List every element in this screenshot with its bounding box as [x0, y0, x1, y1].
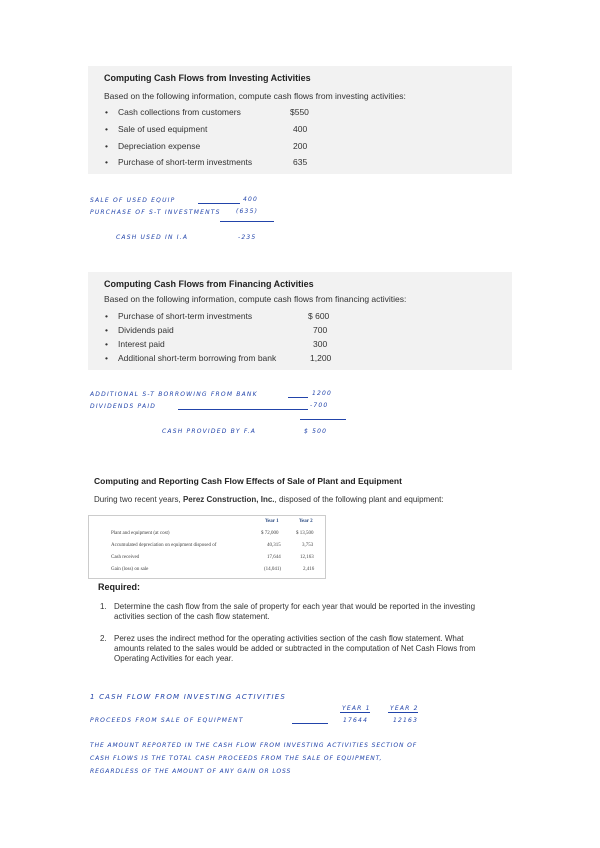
fin-note-line1-value: 1200 — [312, 390, 333, 397]
financing-item-4: • Additional short-term borrowing from bank — [118, 353, 276, 363]
requirement-1-number: 1. — [100, 602, 107, 611]
financing-value-1: $ 600 — [308, 311, 330, 321]
financing-value-2: 700 — [313, 325, 328, 335]
plant-intro-pre: During two recent years, — [94, 495, 183, 504]
financing-title: Computing Cash Flows from Financing Activities — [104, 279, 314, 289]
fin-note-arrow-2 — [178, 409, 308, 410]
inv-note-line1-value: 400 — [243, 196, 259, 203]
plant-note-year2: YEAR 2 — [390, 705, 419, 712]
fin-note-line2-value: -700 — [310, 402, 329, 409]
inv-note-arrow-1 — [198, 203, 240, 204]
table-cell: $ 13,500 — [296, 531, 314, 536]
financing-item-2: • Dividends paid — [118, 325, 174, 335]
plant-note-para-line1: THE AMOUNT REPORTED IN THE CASH FLOW FROM INVESTING ACTIVITIES SECTION OF — [90, 742, 418, 749]
plant-note-para-line2: CASH FLOWS IS THE TOTAL CASH PROCEEDS FROM THE SALE OF EQUIPMENT, — [90, 755, 383, 762]
financing-value-3: 300 — [313, 339, 328, 349]
fin-note-line1-label: ADDITIONAL S-T BORROWING FROM BANK — [90, 391, 258, 398]
investing-value-4: 635 — [293, 157, 308, 167]
table-header-year1: Year 1 — [265, 519, 279, 524]
plant-intro-post: , disposed of the following plant and equipment: — [274, 495, 444, 504]
table-cell: (14,041) — [264, 567, 282, 572]
investing-value-1: $550 — [290, 107, 309, 117]
plant-intro — [94, 495, 444, 504]
disposal-table — [88, 515, 326, 579]
table-row-label: Cash received — [111, 555, 140, 560]
investing-item-3: • Depreciation expense — [118, 141, 200, 151]
requirement-1-text: Determine the cash flow from the sale of property for each year that would be reported in the investing activities section of the cash flow statement. — [114, 602, 476, 621]
investing-intro: Based on the following information, compute cash flows from investing activities: — [104, 91, 406, 101]
table-row-label: Plant and equipment (at cost) — [111, 531, 170, 536]
investing-item-1: • Cash collections from customers — [118, 107, 241, 117]
financing-value-4: 1,200 — [310, 353, 332, 363]
plant-note-arrow — [292, 723, 328, 724]
table-cell: $ 72,000 — [261, 531, 279, 536]
table-cell: 2,416 — [303, 567, 315, 572]
table-row-label: Accumulated depreciation on equipment disposed of — [111, 543, 217, 548]
table-cell: 17,644 — [267, 555, 281, 560]
plant-note-para-line3: REGARDLESS OF THE AMOUNT OF ANY GAIN OR LOSS — [90, 768, 292, 775]
plant-note-year1: YEAR 1 — [342, 705, 371, 712]
fin-note-result-label: CASH PROVIDED BY F.A — [162, 428, 257, 435]
fin-note-line2-label: DIVIDENDS PAID — [90, 403, 157, 410]
investing-value-3: 200 — [293, 141, 308, 151]
plant-note-year1-underline — [340, 712, 370, 713]
requirement-2-number: 2. — [100, 634, 107, 643]
investing-title: Computing Cash Flows from Investing Activities — [104, 73, 311, 83]
fin-note-result-value: $ 500 — [304, 428, 328, 435]
inv-note-line2-label: PURCHASE OF S-T INVESTMENTS — [90, 209, 221, 216]
table-cell: 3,753 — [302, 543, 314, 548]
plant-note-proceeds-y1: 17644 — [343, 717, 369, 724]
requirement-2-text: Perez uses the indirect method for the operating activities section of the cash flow statement. What amounts related to the sales would be added or subtracted in the computation of Net Cash Flows from Operating Activities for each year. — [114, 634, 476, 663]
table-cell: 40,315 — [267, 543, 281, 548]
fin-note-underline — [300, 419, 346, 420]
inv-note-line2-value: (635) — [236, 208, 259, 215]
plant-intro-company: Perez Construction, Inc. — [182, 495, 275, 504]
inv-note-result-value: -235 — [238, 234, 257, 241]
investing-value-2: 400 — [293, 124, 308, 134]
plant-note-year2-underline — [388, 712, 418, 713]
financing-item-1: • Purchase of short-term investments — [118, 311, 252, 321]
table-cell: 12,163 — [300, 555, 314, 560]
inv-note-line1-label: SALE OF USED EQUIP — [90, 197, 176, 204]
inv-note-underline — [220, 221, 274, 222]
investing-item-4: • Purchase of short-term investments — [118, 157, 252, 167]
financing-item-3: • Interest paid — [118, 339, 165, 349]
financing-intro: Based on the following information, compute cash flows from financing activities: — [104, 294, 407, 304]
plant-note-proceeds-label: PROCEEDS FROM SALE OF EQUIPMENT — [90, 717, 244, 724]
table-header-year2: Year 2 — [299, 519, 313, 524]
table-row-label: Gain (loss) on sale — [111, 567, 149, 572]
plant-note-proceeds-y2: 12163 — [393, 717, 419, 724]
fin-note-arrow-1 — [288, 397, 308, 398]
required-heading: Required: — [98, 582, 141, 592]
investing-item-2: • Sale of used equipment — [118, 124, 207, 134]
plant-title: Computing and Reporting Cash Flow Effects of Sale of Plant and Equipment — [94, 476, 402, 486]
plant-note-heading: 1 CASH FLOW FROM INVESTING ACTIVITIES — [90, 693, 286, 701]
inv-note-result-label: CASH USED IN I.A — [116, 234, 189, 241]
